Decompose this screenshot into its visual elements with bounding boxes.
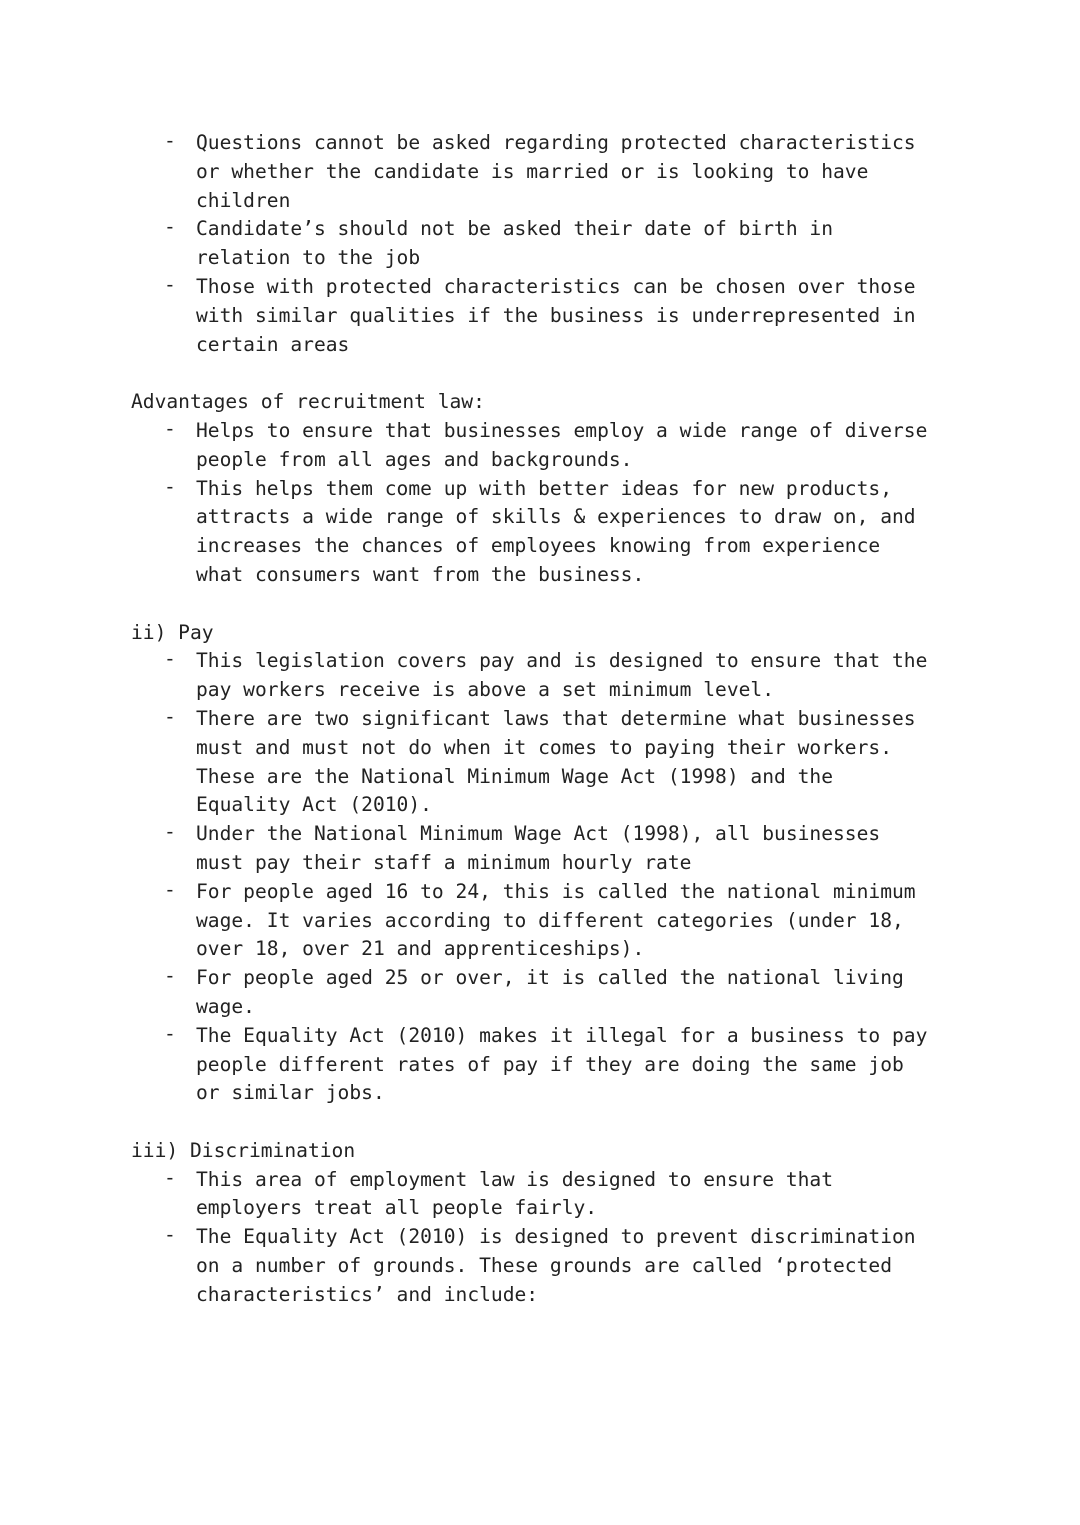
- list-item: [131, 1166, 991, 1224]
- list-item: [131, 705, 991, 820]
- bullet-line: For people aged 16 to 24, this is called the national minimum: [196, 879, 916, 903]
- discrimination-section: [131, 1137, 991, 1310]
- bullet-line: children: [196, 188, 291, 212]
- pay-section: [131, 619, 991, 1109]
- bullet-line: employers treat all people fairly.: [196, 1196, 598, 1220]
- list-item: [131, 417, 991, 475]
- bullet-dash: -: [164, 877, 176, 901]
- list-item: [131, 647, 991, 705]
- bullet-line: or whether the candidate is married or is looking to have: [196, 159, 869, 183]
- bullet-line: must pay their staff a minimum hourly rate: [196, 850, 692, 874]
- bullet-line: with similar qualities if the business is underrepresented in: [196, 303, 916, 327]
- intro-bullet-list: [131, 129, 991, 359]
- list-item: [131, 215, 991, 273]
- bullet-line: over 18, over 21 and apprenticeships).: [196, 937, 645, 961]
- section-heading: Advantages of recruitment law:: [131, 390, 485, 414]
- bullet-line: must and must not do when it comes to paying their workers.: [196, 735, 892, 759]
- bullet-line: people from all ages and backgrounds.: [196, 447, 633, 471]
- bullet-line: The Equality Act (2010) is designed to prevent discrimination: [196, 1225, 916, 1249]
- bullet-line: There are two significant laws that determine what businesses: [196, 706, 916, 730]
- bullet-line: The Equality Act (2010) makes it illegal for a business to pay: [196, 1023, 928, 1047]
- document-body: [131, 129, 991, 1310]
- bullet-dash: -: [164, 964, 176, 988]
- bullet-line: pay workers receive is above a set minimum level.: [196, 678, 775, 702]
- bullet-line: These are the National Minimum Wage Act (1998) and the: [196, 764, 834, 788]
- bullet-dash: -: [164, 416, 176, 440]
- list-item: [131, 475, 991, 590]
- bullet-dash: -: [164, 1223, 176, 1247]
- bullet-dash: -: [164, 129, 176, 152]
- bullet-line: Those with protected characteristics can be chosen over those: [196, 274, 916, 298]
- bullet-line: This area of employment law is designed to ensure that: [196, 1167, 834, 1191]
- bullet-dash: -: [164, 820, 176, 844]
- bullet-dash: -: [164, 474, 176, 498]
- spacer: [131, 1108, 991, 1137]
- bullet-line: attracts a wide range of skills & experiences to draw on, and: [196, 505, 916, 529]
- bullet-line: increases the chances of employees knowing from experience: [196, 534, 881, 558]
- list-item: [131, 878, 991, 964]
- bullet-dash: -: [164, 704, 176, 728]
- spacer: [131, 590, 991, 619]
- list-item: [131, 820, 991, 878]
- bullet-dash: -: [164, 1165, 176, 1189]
- list-item: [131, 273, 991, 359]
- bullet-line: Under the National Minimum Wage Act (1998), all businesses: [196, 822, 881, 846]
- bullet-line: wage.: [196, 994, 255, 1018]
- bullet-line: certain areas: [196, 332, 350, 356]
- bullet-line: on a number of grounds. These grounds are called ‘protected: [196, 1254, 892, 1278]
- bullet-line: or similar jobs.: [196, 1081, 385, 1105]
- section-heading: iii) Discrimination: [131, 1138, 356, 1162]
- bullet-dash: -: [164, 215, 176, 239]
- bullet-dash: -: [164, 272, 176, 296]
- advantages-section: [131, 388, 991, 590]
- bullet-line: what consumers want from the business.: [196, 562, 645, 586]
- bullet-line: For people aged 25 or over, it is called the national living: [196, 966, 904, 990]
- bullet-line: Helps to ensure that businesses employ a wide range of diverse: [196, 418, 928, 442]
- section-heading: ii) Pay: [131, 620, 214, 644]
- bullet-line: Candidate’s should not be asked their date of birth in: [196, 217, 834, 241]
- spacer: [131, 359, 991, 388]
- bullet-line: relation to the job: [196, 246, 421, 270]
- bullet-line: wage. It varies according to different categories (under 18,: [196, 908, 904, 932]
- bullet-line: This helps them come up with better ideas for new products,: [196, 476, 892, 500]
- list-item: [131, 1022, 991, 1108]
- bullet-line: This legislation covers pay and is designed to ensure that the: [196, 649, 928, 673]
- bullet-line: Questions cannot be asked regarding protected characteristics: [196, 131, 916, 154]
- list-item: [131, 129, 991, 215]
- bullet-dash: -: [164, 1021, 176, 1045]
- bullet-line: characteristics’ and include:: [196, 1282, 539, 1306]
- list-item: [131, 1223, 991, 1309]
- bullet-line: Equality Act (2010).: [196, 793, 432, 817]
- list-item: [131, 964, 991, 1022]
- bullet-dash: -: [164, 647, 176, 671]
- bullet-line: people different rates of pay if they are doing the same job: [196, 1052, 904, 1076]
